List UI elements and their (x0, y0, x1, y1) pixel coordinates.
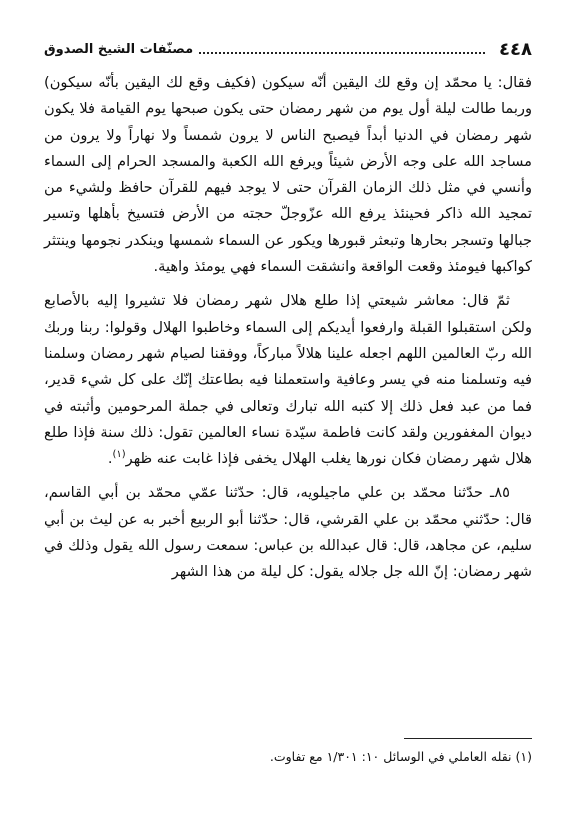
leader-dots (199, 52, 485, 54)
main-text (44, 70, 532, 586)
paragraph-2-end: . (107, 450, 113, 468)
page-number: ٤٤٨ (499, 38, 532, 60)
footnote: (١) نقله العاملي في الوسائل ١٠: ١/٣٠١ مع تفاوت. (269, 749, 532, 764)
paragraph-3: ٨٥ـ حدّثنا محمّد بن علي ماجيلويه، قال: حدّثنا عمّي محمّد بن أبي القاسم، قال: حدّثني محمّد بن علي القرشي، قال: حدّثنا أبو الربيع أخبر به عن ليث بن أبي سليم، عن مجاهد، قال: قال عبدالله بن عباس: سمعت رسول الله يقول وذلك في شهر رمضان: إنّ الله جل جلاله يقول: كل ليلة من هذا الشهر (44, 484, 532, 581)
paragraph-1: فقال: يا محمّد إن وقع لك اليقين أنّه سيكون (فكيف وقع لك اليقين بأنّه سيكون) وربما طالت ليلة أول يوم من شهر رمضان حتى يكون صبحها يوم القيامة فلا يكون شهر رمضان في الدنيا أبداً فيصبح الناس لا يرون شمساً ولا نهاراً ولا يرون من مساجد الله على وجه الأرض شيئاً ويرفع الله الكعبة والمسجد الحرام إلى السماء وأنسي في مثل ذلك الزمان القرآن حتى لا يوجد فيهم للقرآن حافظ ولشيء من تمجيد الله ذاكر فحينئذ يرفع الله عزّوجلّ حجته من الأرض فتسيخ بأهلها وتسير جبالها وتسجر بحارها وتبعثر قبورها ويكور عن السماء شمسها وينكدر نجومها وينتثر كواكبها فيومئذ وقعت الواقعة وانشقت السماء فهي يومئذ واهية. (44, 74, 532, 276)
footnote-marker: (١) (112, 449, 126, 461)
paragraph-2 (44, 288, 532, 472)
footnote-separator (404, 738, 532, 739)
paragraph-2-text: ثمّ قال: معاشر شيعتي إذا طلع هلال شهر رمضان فلا تشيروا إليه بالأصابع ولكن استقبلوا القبلة وارفعوا أيديكم إلى السماء وخاطبوا الهلال وقولوا: ربنا وربك الله ربّ العالمين اللهم اجعله علينا هلالاً مباركاً، ووفقنا لصيام شهر رمضان وسلمنا فيه وتسلمنا منه في يسر وعافية واستعملنا فيه بطاعتك إنّك على كل شيء قدير، فما من عبد فعل ذلك إلا كتبه الله تبارك وتعالى في جملة المرحومين وأثبته في ديوان المغفورين ولقد كانت فاطمة سيّدة نساء العالمين تقول: ذلك سنة فإذا طلع هلال شهر رمضان فكان نورها يغلب الهلال يخفى فإذا غابت عنه ظهر (44, 292, 532, 468)
work-title: مصنّفات الشيخ الصدوق (44, 41, 194, 57)
running-head (44, 36, 532, 62)
